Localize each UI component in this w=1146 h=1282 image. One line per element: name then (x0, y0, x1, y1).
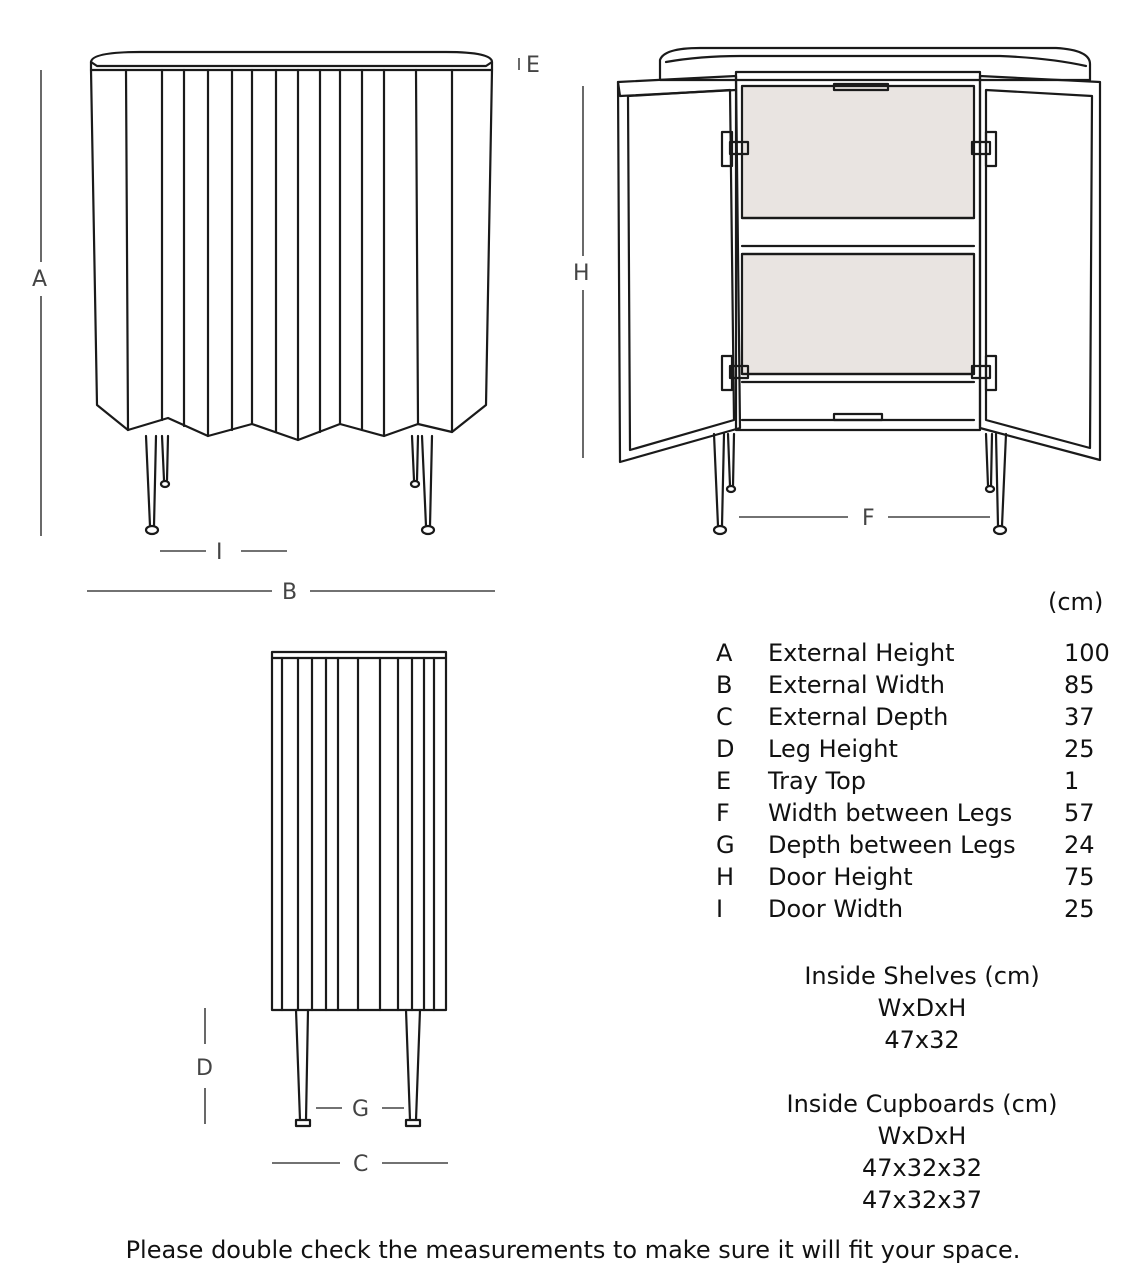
dimension-row (716, 893, 1116, 925)
dimension-name: Tray Top (768, 767, 867, 795)
dimension-key: G (716, 831, 735, 859)
dimension-row (716, 765, 1116, 797)
label-b: B (282, 580, 298, 605)
dimension-value: 57 (1064, 799, 1095, 827)
inside-cupboards-format: WxDxH (877, 1122, 967, 1150)
label-e: E (526, 53, 540, 78)
dimension-key: H (716, 863, 735, 891)
inside-cupboards-value: 47x32x37 (861, 1186, 983, 1214)
label-g: G (352, 1097, 370, 1122)
dimension-name: External Depth (768, 703, 949, 731)
front-view-closed (91, 52, 492, 534)
dimension-name: Depth between Legs (768, 831, 1016, 859)
dimension-key: B (716, 671, 733, 699)
dimension-key: A (716, 639, 733, 667)
label-a: A (32, 267, 48, 292)
dimension-key: C (716, 703, 733, 731)
label-h: H (573, 261, 590, 286)
dimension-value: 85 (1064, 671, 1095, 699)
unit-label: (cm) (1048, 588, 1104, 616)
inside-cupboards-block (742, 1088, 1102, 1216)
dimension-value: 75 (1064, 863, 1095, 891)
dimension-row (716, 637, 1116, 669)
dimension-value: 1 (1064, 767, 1080, 795)
dimension-key: E (716, 767, 732, 795)
inside-shelves-value: 47x32 (884, 1026, 960, 1054)
dimension-value: 37 (1064, 703, 1095, 731)
dimension-key: F (716, 799, 730, 827)
label-c: C (353, 1152, 369, 1177)
dimension-key: I (716, 895, 724, 923)
dimension-value: 25 (1064, 895, 1095, 923)
dimension-name: Door Width (768, 895, 904, 923)
dimension-row (716, 701, 1116, 733)
dimension-value: 100 (1064, 639, 1110, 667)
dimension-name: Width between Legs (768, 799, 1013, 827)
footer-note: Please double check the measurements to make sure it will fit your space. (125, 1236, 1021, 1264)
dimension-name: External Height (768, 639, 955, 667)
front-view-open (618, 48, 1100, 534)
label-f: F (862, 506, 875, 531)
inside-cupboards-value: 47x32x32 (861, 1154, 983, 1182)
inside-shelves-title: Inside Shelves (cm) (804, 962, 1040, 990)
dimension-name: External Width (768, 671, 945, 699)
dimension-name: Leg Height (768, 735, 898, 763)
inside-cupboards-title: Inside Cupboards (cm) (786, 1090, 1058, 1118)
side-view (272, 652, 446, 1126)
dimension-row (716, 669, 1116, 701)
inside-shelves-format: WxDxH (877, 994, 967, 1022)
label-d: D (196, 1056, 213, 1081)
dimension-key: D (716, 735, 735, 763)
label-i: I (216, 540, 223, 565)
dimension-row (716, 861, 1116, 893)
dimension-row (716, 829, 1116, 861)
dimension-row (716, 797, 1116, 829)
dimension-row (716, 733, 1116, 765)
dimension-value: 25 (1064, 735, 1095, 763)
inside-shelves-block (742, 960, 1102, 1056)
dimension-value: 24 (1064, 831, 1095, 859)
dimension-name: Door Height (768, 863, 913, 891)
